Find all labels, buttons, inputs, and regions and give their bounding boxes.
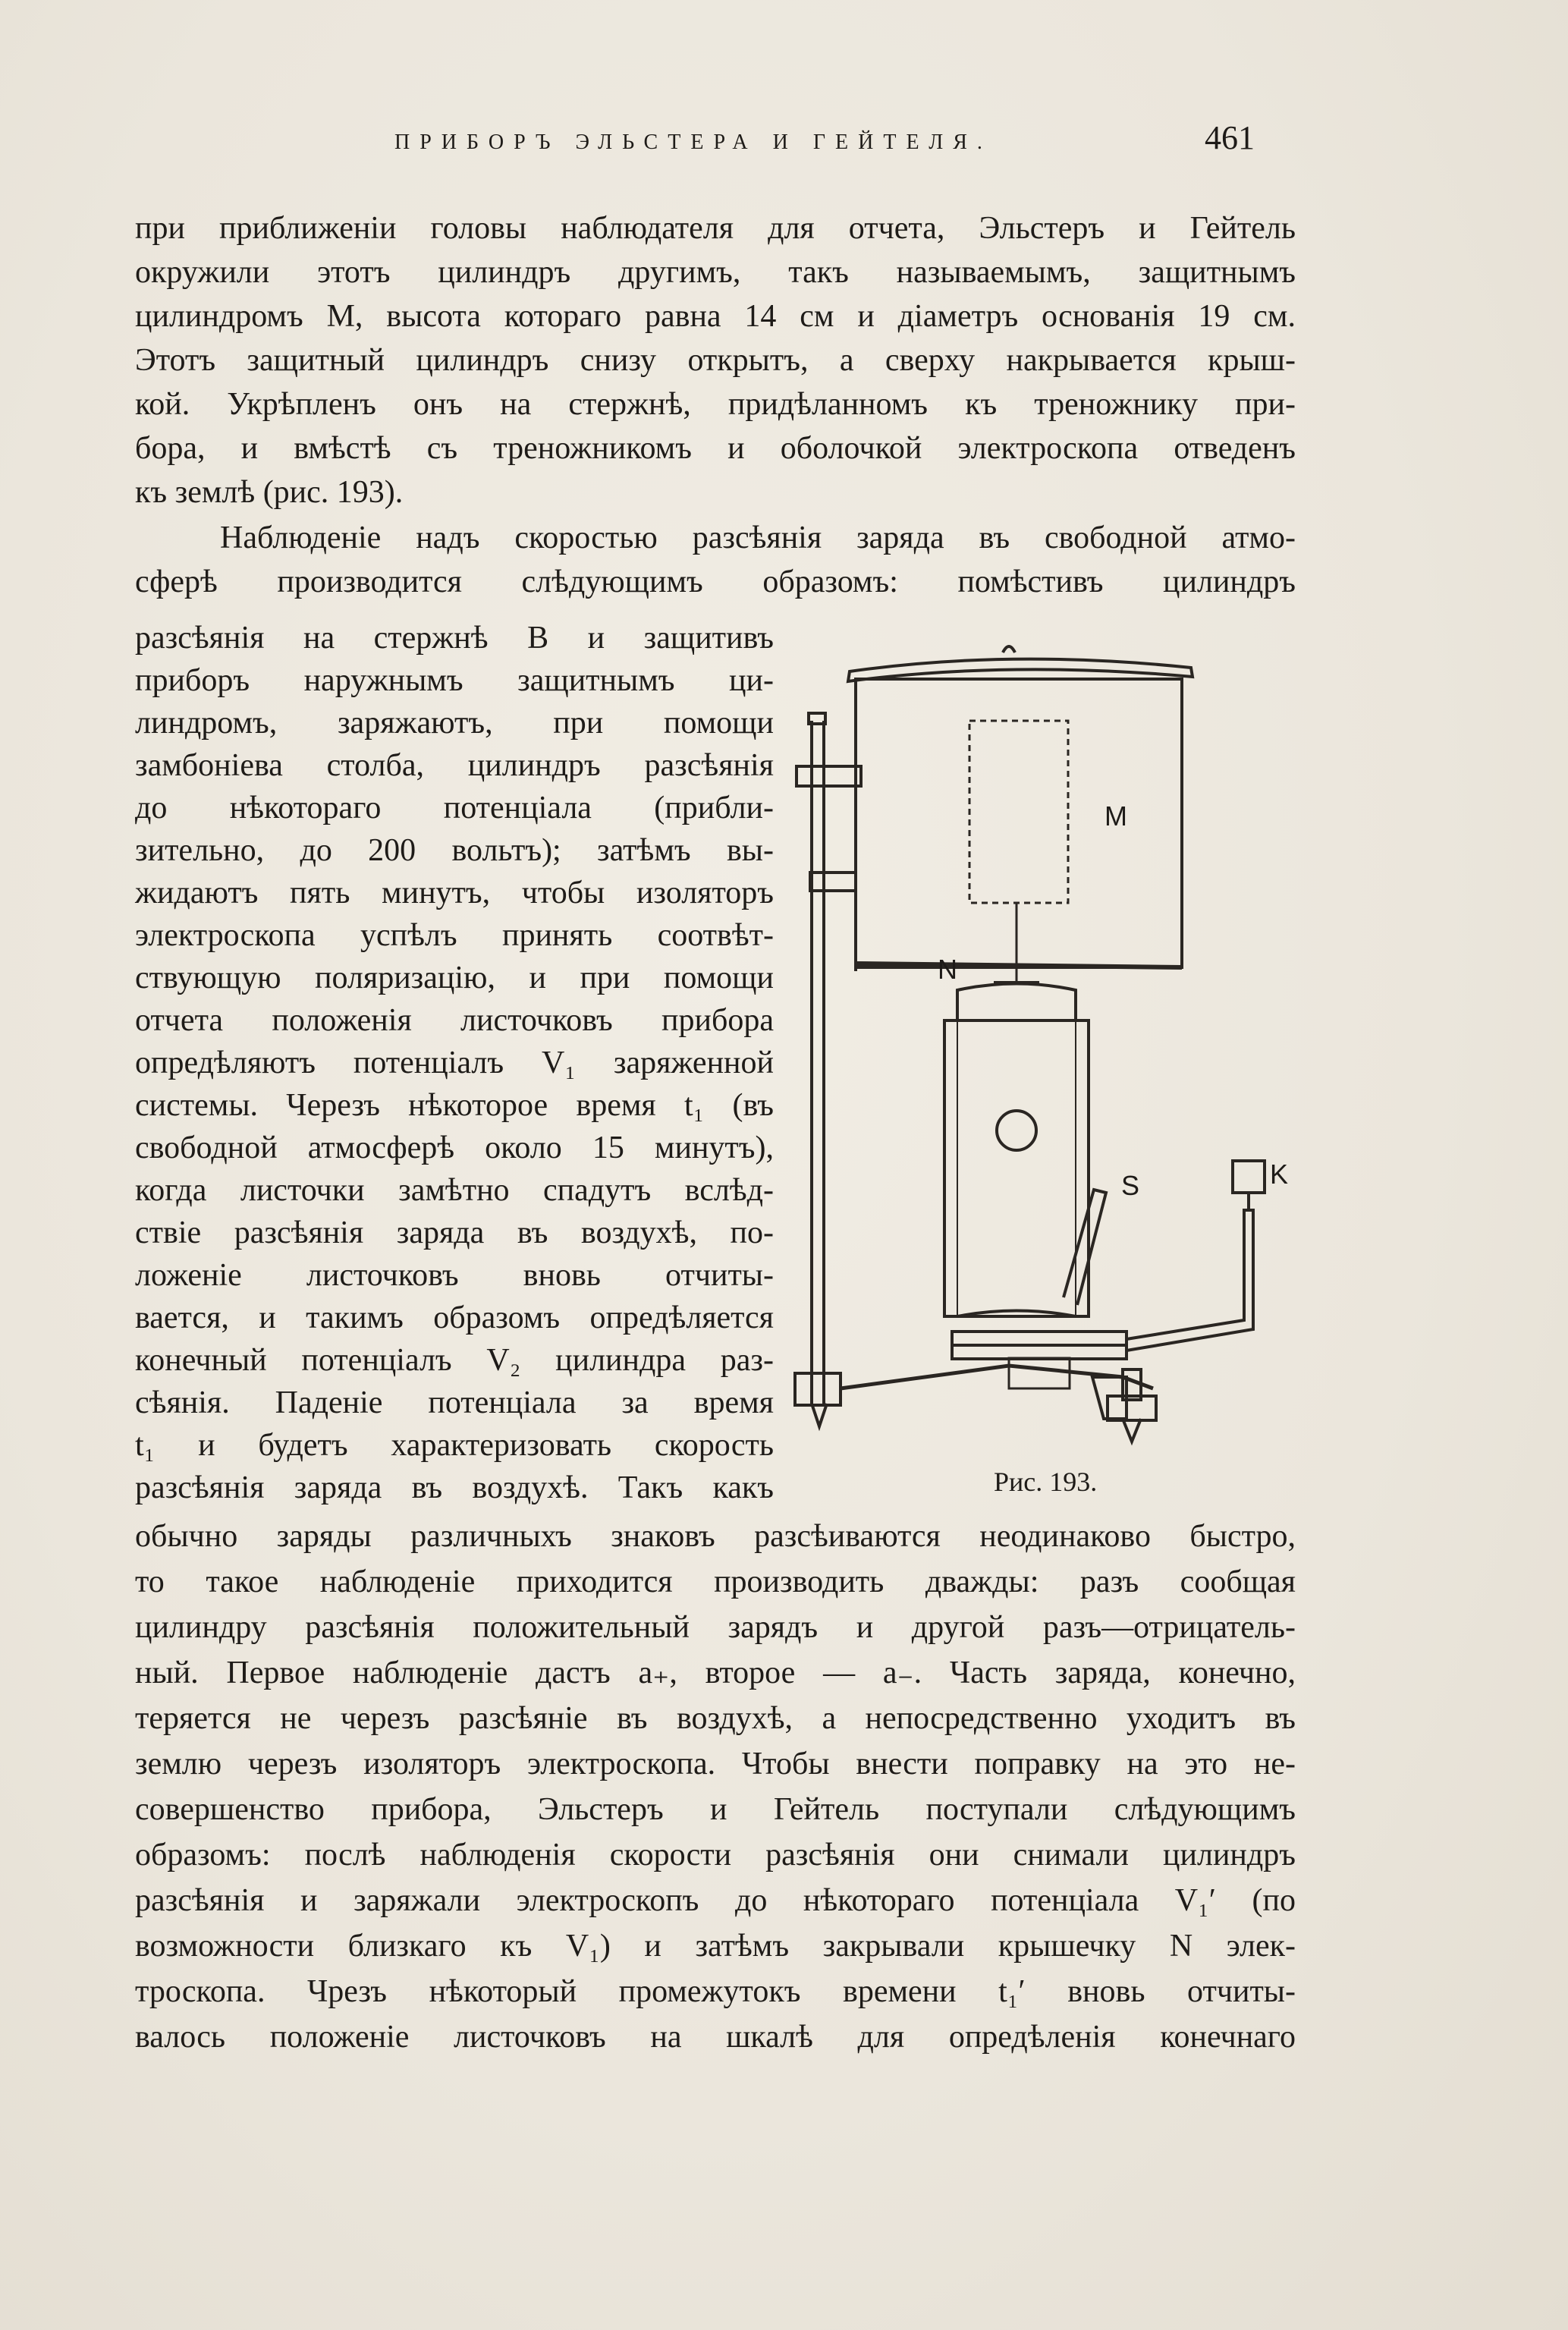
text-line: Наблюденіе надъ скоростью разсѣянія заряда въ свободной атмо- [220,520,1296,555]
apparatus-illustration [789,637,1320,1472]
text-line: кой. Укрѣпленъ онъ на стержнѣ, придѣланномъ къ треножнику при- [135,387,1296,422]
text-line: приборъ наружнымъ защитнымъ ци- [135,663,774,698]
lever-s [1064,1190,1106,1305]
text-line: конечный потенціалъ V₂ цилиндра раз- [135,1343,774,1378]
lower-clamp [810,873,856,891]
text-line: разсѣянія на стержнѣ B и защитивъ [135,621,774,656]
figure-label-m: M [1105,800,1127,832]
arm-k [1127,1210,1253,1351]
electroscope-window [997,1111,1036,1150]
electroscope-cap [957,984,1076,1021]
figure-label-s: S [1121,1170,1140,1201]
text-line: t₁ и будетъ характеризовать скорость [135,1428,774,1463]
text-line: валось положеніе листочковъ на шкалѣ для опредѣленія конечнаго [135,2020,1296,2055]
text-line: зительно, до 200 вольтъ); затѣмъ вы- [135,833,774,868]
text-line: бора, и вмѣстѣ съ треножникомъ и оболочкой электроскопа отведенъ [135,431,1296,466]
figure-label-k: K [1270,1159,1289,1190]
text-line: при приближеніи головы наблюдателя для отчета, Эльстеръ и Гейтель [135,211,1296,246]
text-line: электроскопа успѣлъ принять соотвѣт- [135,918,774,953]
text-line: когда листочки замѣтно спадутъ вслѣд- [135,1173,774,1208]
terminal-k [1233,1161,1265,1193]
text-line: жидаютъ пять минутъ, чтобы изоляторъ [135,876,774,910]
text-line: Этотъ защитный цилиндръ снизу открытъ, а сверху накрывается крыш- [135,343,1296,378]
text-line: возможности близкаго къ V₁) и затѣмъ закрывали крышечку N элек- [135,1929,1296,1964]
text-line: къ землѣ (рис. 193). [135,475,404,510]
text-line: то такое наблюденіе приходится производить дважды: разъ сообщая [135,1564,1296,1599]
text-line: ложеніе листочковъ вновь отчиты- [135,1258,774,1293]
text-line: цилиндру разсѣянія положительный зарядъ и другой разъ—отрицатель- [135,1610,1296,1645]
figure-caption: Рис. 193. [994,1467,1098,1497]
text-line: сферѣ производится слѣдующимъ образомъ: помѣстивъ цилиндръ [135,564,1296,599]
text-line: опредѣляютъ потенціалъ V₁ заряженной [135,1046,774,1080]
figure-label-n: N [938,954,957,985]
text-line: троскопа. Чрезъ нѣкоторый промежутокъ времени t₁′ вновь отчиты- [135,1974,1296,2009]
text-line: линдромъ, заряжаютъ, при помощи [135,706,774,741]
text-line: отчета положенія листочковъ прибора [135,1003,774,1038]
electroscope-body [944,1020,1089,1316]
text-line: ный. Первое наблюденіе дастъ a₊, второе — a₋. Часть заряда, конечно, [135,1656,1296,1690]
dispersion-cylinder [969,721,1068,903]
protective-cylinder-m [856,679,1182,967]
text-line: совершенство прибора, Эльстеръ и Гейтель поступали слѣдующимъ [135,1792,1296,1827]
text-line: замбоніева столба, цилиндръ разсѣянія [135,748,774,783]
text-line: цилиндромъ M, высота котораго равна 14 см и діаметръ основанія 19 см. [135,299,1296,334]
figure-193 [789,637,1320,1517]
upper-clamp [797,766,861,786]
text-line: разсѣянія и заряжали электроскопъ до нѣкотораго потенціала V₁′ (по [135,1883,1296,1918]
tripod-left-foot [795,1373,841,1405]
running-head: ПРИБОРЪ ЭЛЬСТЕРА И ГЕЙТЕЛЯ. [394,130,992,154]
text-line: землю черезъ изоляторъ электроскопа. Чтобы внести поправку на это не- [135,1747,1296,1781]
text-line: образомъ: послѣ наблюденія скорости разсѣянія они снимали цилиндръ [135,1838,1296,1872]
lid-knob [1003,646,1015,652]
text-line: ствіе разсѣянія заряда въ воздухѣ, по- [135,1215,774,1250]
text-line: разсѣянія заряда въ воздухѣ. Такъ какъ [135,1470,774,1505]
text-line: до нѣкотораго потенціала (прибли- [135,791,774,825]
insulator [1009,1358,1070,1388]
text-line: свободной атмосферѣ около 15 минутъ), [135,1130,774,1165]
text-line: теряется не черезъ разсѣяніе въ воздухѣ, а непосредственно уходитъ въ [135,1701,1296,1736]
text-line: обычно заряды различныхъ знаковъ разсѣиваются неодинаково быстро, [135,1519,1296,1554]
text-line: системы. Черезъ нѣкоторое время t₁ (въ [135,1088,774,1123]
text-line: окружили этотъ цилиндръ другимъ, такъ называемымъ, защитнымъ [135,255,1296,290]
text-line: вается, и такимъ образомъ опредѣляется [135,1300,774,1335]
text-line: ствующую поляризацію, и при помощи [135,961,774,995]
page-number: 461 [1205,119,1255,156]
text-line: сѣянія. Паденіе потенціала за время [135,1385,774,1420]
